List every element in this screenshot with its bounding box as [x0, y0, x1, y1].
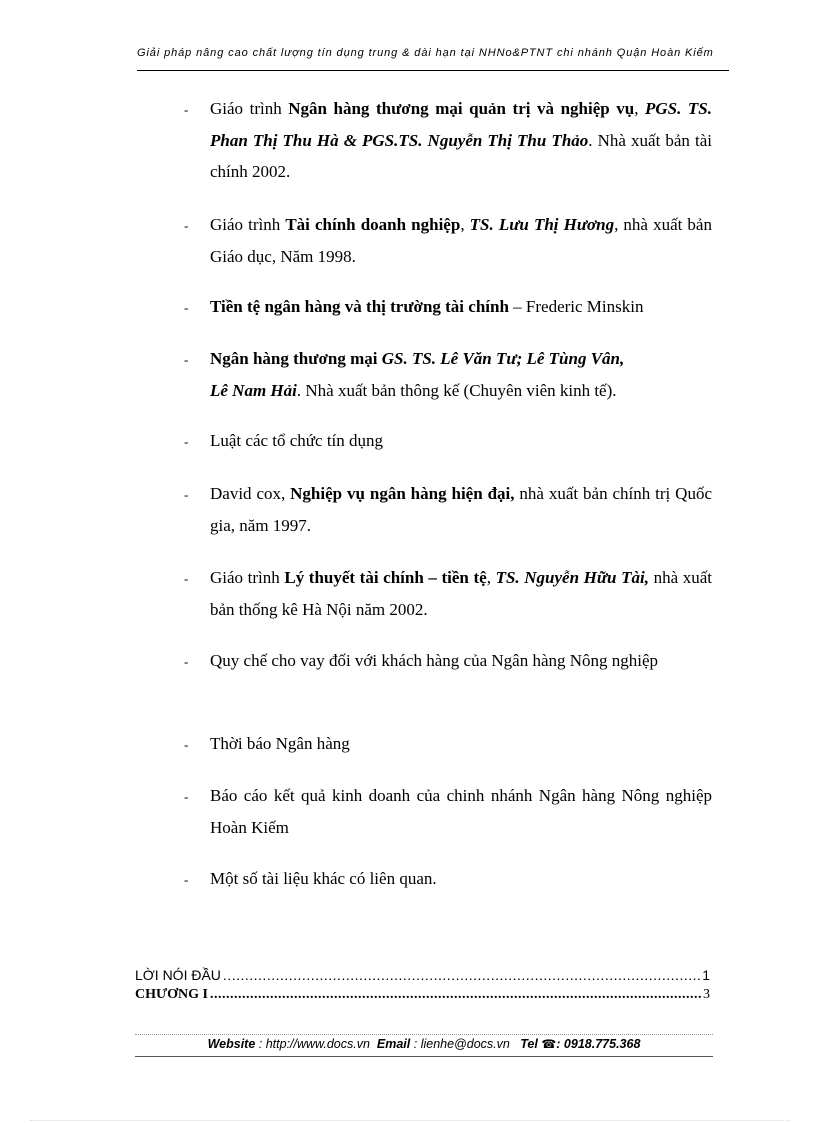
website-label: Website: [207, 1037, 256, 1051]
toc-page-number: 1: [702, 967, 710, 983]
list-bullet: -: [184, 487, 189, 502]
reference-text: Tài chính doanh nghiệp: [285, 215, 461, 234]
email-label: Email: [376, 1037, 411, 1051]
toc-entry-label: LỜI NÓI ĐẦU: [135, 967, 221, 983]
reference-item: [184, 425, 712, 457]
list-bullet: -: [184, 654, 189, 669]
reference-text: TS. Nguyễn Hữu Tài,: [495, 568, 649, 587]
list-bullet: -: [184, 102, 189, 117]
list-bullet: -: [184, 737, 189, 752]
reference-text: Giáo trình: [210, 99, 289, 118]
tel-number: : 0918.775.368: [556, 1037, 641, 1051]
header-divider: [137, 70, 729, 71]
reference-item: [184, 863, 712, 895]
list-bullet: -: [184, 789, 189, 804]
reference-text: Tiền tệ ngân hàng và thị trường tài chính: [210, 297, 509, 316]
reference-text: Luật các tổ chức tín dụng: [210, 431, 384, 450]
reference-item: [184, 645, 712, 677]
reference-text: Báo cáo kết quả kinh doanh của chinh nhánh Ngân hàng Nông nghiệp Hoàn Kiếm: [210, 786, 712, 837]
reference-text: nhà xuất bản chính trị Quốc gia, năm 1997.: [210, 484, 712, 535]
reference-text: Ngân hàng thương mại quản trị và nghiệp vụ: [288, 99, 635, 118]
reference-text: Giáo trình: [210, 215, 286, 234]
reference-item: [184, 291, 712, 323]
toc-entry-label: CHƯƠNG I: [135, 987, 208, 1002]
reference-item: [184, 478, 712, 541]
reference-text: Lý thuyết tài chính – tiền tệ: [284, 568, 487, 587]
email-link[interactable]: : lienhe@docs.vn: [413, 1037, 510, 1051]
reference-item: [184, 562, 712, 625]
reference-text: nhà xuất bản thống kê Hà Nội năm 2002.: [210, 568, 712, 619]
reference-text: Lê Nam Hải: [210, 380, 297, 400]
reference-text: Nghiệp vụ ngân hàng hiện đại,: [290, 484, 515, 503]
page-footer: [135, 1037, 713, 1051]
reference-text: . Nhà xuất bản tài chính 2002.: [210, 130, 712, 181]
reference-item: [184, 780, 712, 843]
toc-leader: [223, 965, 700, 985]
reference-text: PGS. TS. Phan Thị Thu Hà & PGS.TS. Nguyễn Thị Thu Thảo: [210, 99, 712, 150]
page-edge: [30, 1120, 790, 1121]
toc-entry-chapter-1[interactable]: [135, 985, 710, 1005]
reference-text: ,: [634, 99, 645, 118]
list-bullet: -: [184, 872, 189, 887]
reference-text: Thời báo Ngân hàng: [210, 734, 350, 753]
reference-text: , nhà xuất bản Giáo dục, Năm 1998.: [210, 215, 712, 266]
list-bullet: -: [184, 300, 189, 315]
toc-leader: [210, 985, 701, 1005]
reference-text: . Nhà xuất bản thông kế (Chuyên viên kinh tế).: [296, 380, 617, 400]
list-bullet: -: [184, 352, 189, 367]
reference-text: Một số tài liệu khác có liên quan.: [210, 869, 437, 888]
footer-divider-top: [135, 1034, 713, 1035]
list-bullet: -: [184, 434, 189, 449]
reference-item: [184, 343, 712, 406]
reference-text: ,: [486, 568, 496, 587]
reference-text: Ngân hàng thương mại: [210, 349, 382, 368]
tel-label: Tel: [520, 1037, 538, 1051]
website-link[interactable]: : http://www.docs.vn: [258, 1037, 370, 1051]
reference-item: [184, 728, 712, 760]
reference-text: – Frederic Minskin: [508, 297, 644, 316]
reference-text: ,: [460, 215, 470, 234]
reference-text: GS. TS. Lê Văn Tư; Lê Tùng Vân,: [381, 349, 625, 368]
toc-entry-foreword[interactable]: [135, 965, 710, 985]
toc-page-number: 3: [703, 987, 710, 1002]
list-bullet: -: [184, 571, 189, 586]
reference-item: [184, 209, 712, 272]
list-bullet: -: [184, 218, 189, 233]
phone-icon: ☎: [541, 1037, 557, 1051]
reference-text: TS. Lưu Thị Hương: [469, 215, 615, 234]
reference-item: [184, 93, 712, 188]
reference-text: Giáo trình: [210, 568, 285, 587]
reference-text: David cox,: [210, 484, 291, 503]
reference-text: Quy chế cho vay đối với khách hàng của Ngân hàng Nông nghiệp: [210, 651, 659, 670]
page-header: Giải pháp nâng cao chất lượng tín dụng trung & dài hạn tại NHNo&PTNT chi nhánh Quận Hoàn Kiếm: [137, 47, 714, 59]
footer-divider-bottom: [135, 1056, 713, 1057]
